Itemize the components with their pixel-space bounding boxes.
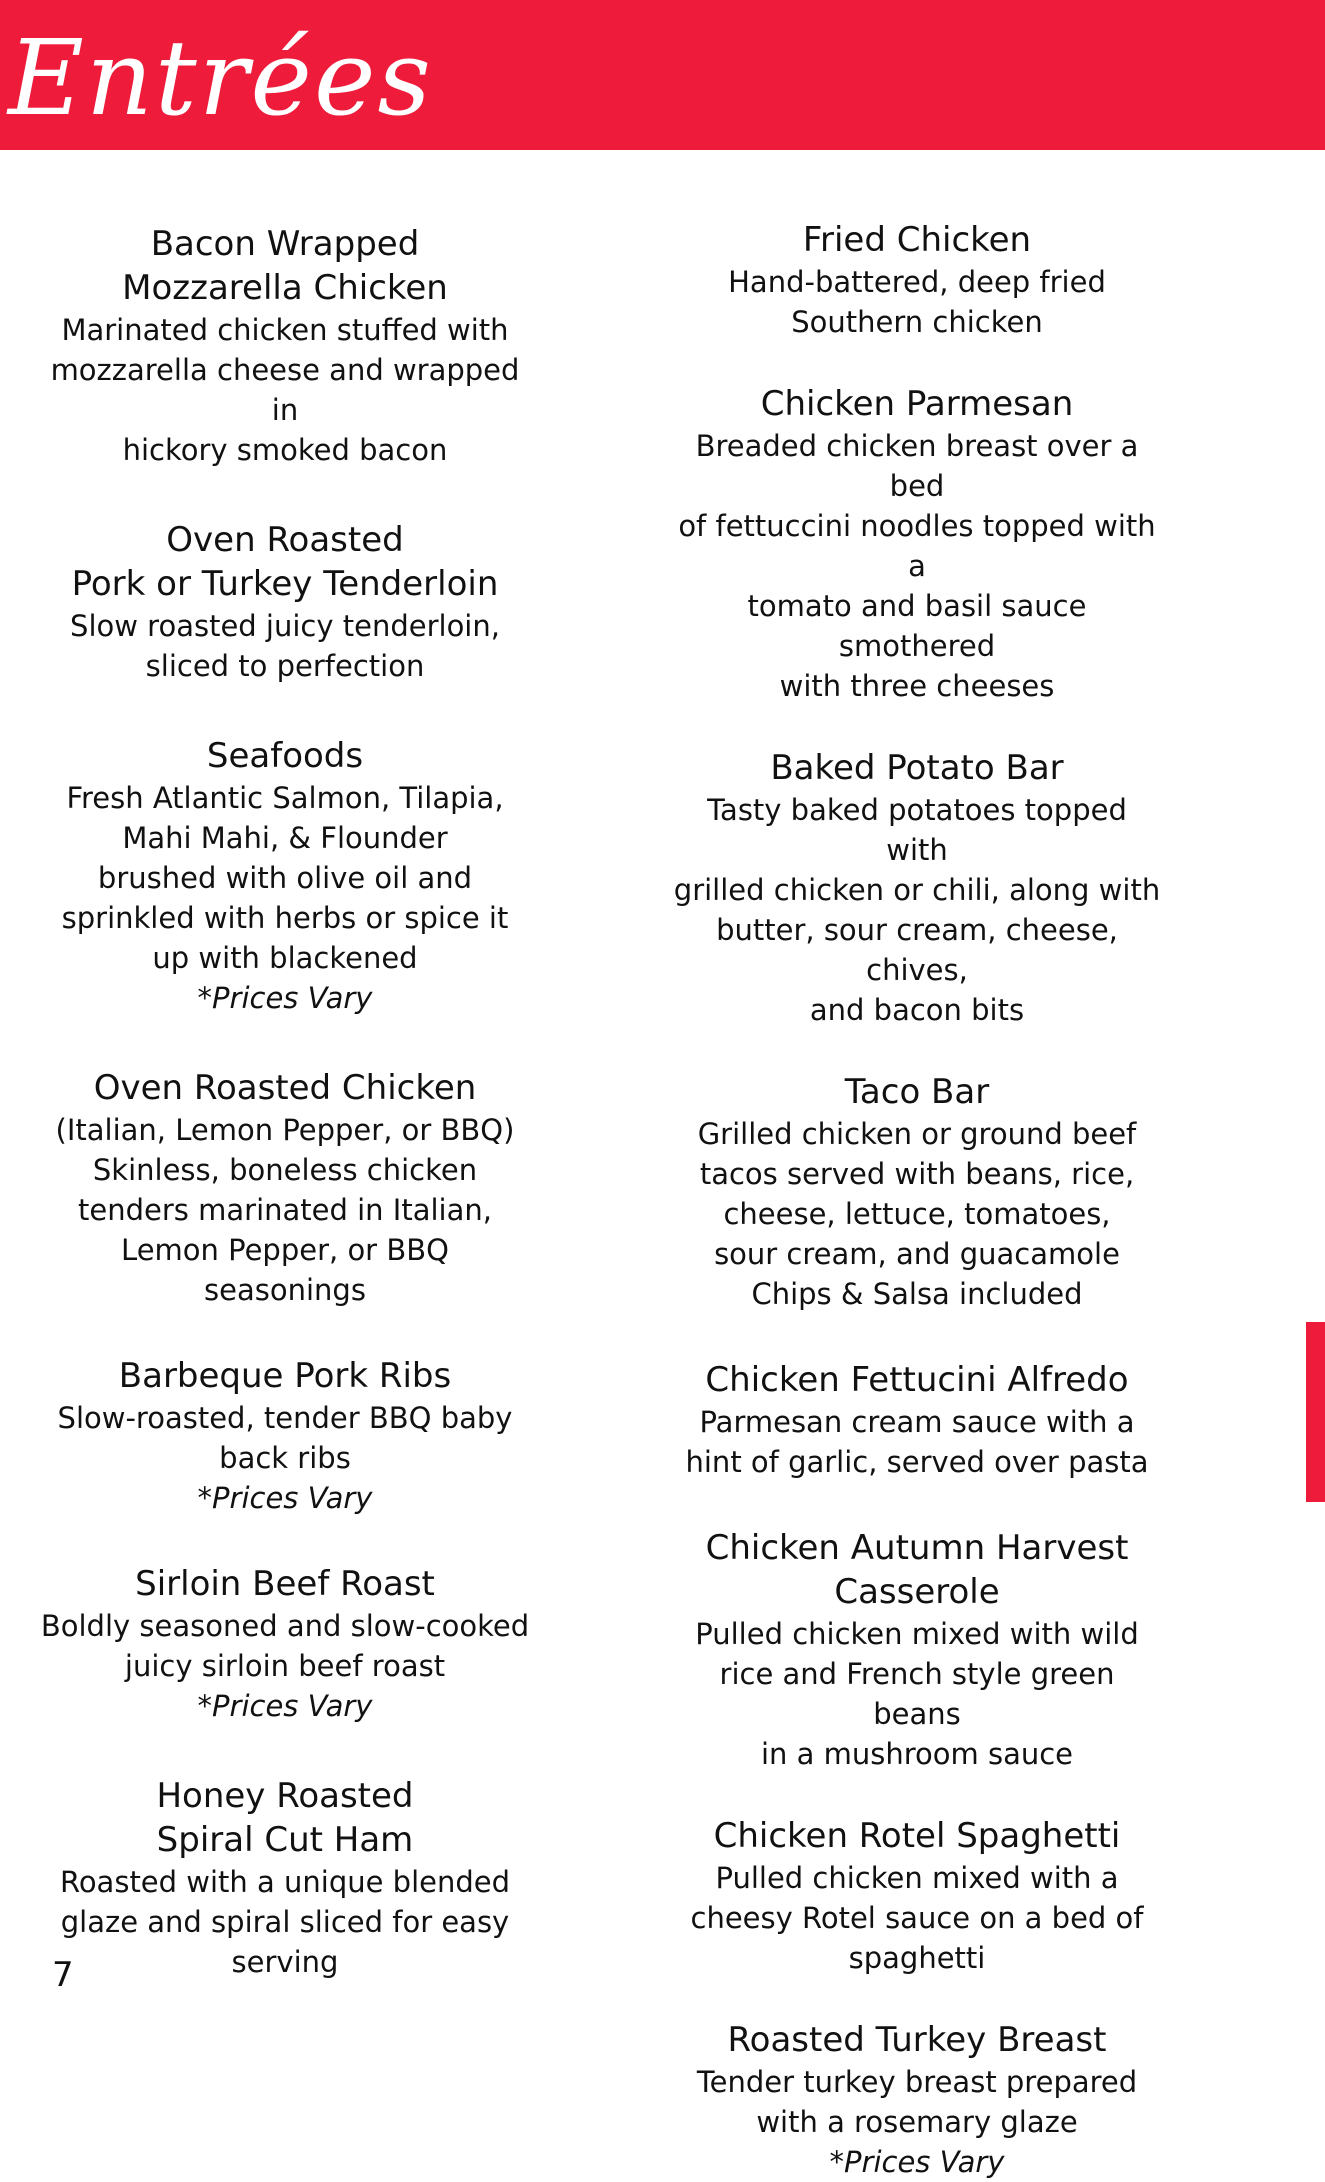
price-note: *Prices Vary — [197, 1481, 373, 1515]
menu-item-description: Tasty baked potatoes topped with grilled chicken or chili, along with butter, sour cream, cheese, chives, and bacon bits — [673, 793, 1161, 1027]
left-menu-column — [40, 222, 530, 1982]
right-menu-column — [672, 218, 1162, 2182]
menu-item-name: Seafoods — [206, 736, 364, 776]
menu-item — [40, 734, 530, 1018]
menu-item — [672, 1070, 1162, 1314]
menu-item — [672, 1814, 1162, 1978]
menu-item-name: Chicken Fettucini Alfredo — [705, 1360, 1129, 1400]
menu-item — [40, 222, 530, 470]
menu-item-name: Sirloin Beef Roast — [135, 1564, 435, 1604]
menu-item — [672, 2018, 1162, 2182]
menu-item-name: Oven Roasted Chicken — [93, 1068, 477, 1108]
menu-item-description: Slow-roasted, tender BBQ baby back ribs — [57, 1401, 513, 1475]
price-note: *Prices Vary — [197, 1689, 373, 1723]
price-note: *Prices Vary — [197, 981, 373, 1015]
page-title: Entrées — [8, 17, 433, 139]
menu-item-name: Oven Roasted Pork or Turkey Tenderloin — [71, 520, 499, 604]
menu-item-name: Bacon Wrapped Mozzarella Chicken — [122, 224, 448, 308]
menu-item-name: Taco Bar — [844, 1072, 990, 1112]
menu-item-description: Slow roasted juicy tenderloin, sliced to perfection — [70, 609, 500, 683]
menu-item-description: Boldly seasoned and slow-cooked juicy sirloin beef roast — [40, 1609, 530, 1683]
side-tab-marker — [1306, 1322, 1325, 1502]
menu-item — [672, 382, 1162, 706]
menu-item-name: Honey Roasted Spiral Cut Ham — [156, 1776, 414, 1860]
menu-item — [40, 1774, 530, 1982]
menu-item — [672, 1526, 1162, 1774]
header-band — [0, 0, 1325, 150]
menu-item-description: Marinated chicken stuffed with mozzarella cheese and wrapped in hickory smoked bacon — [50, 313, 520, 467]
menu-item — [672, 746, 1162, 1030]
menu-item — [40, 1354, 530, 1518]
menu-item-name: Roasted Turkey Breast — [727, 2020, 1107, 2060]
menu-item-name: Baked Potato Bar — [770, 748, 1064, 788]
menu-item-name: Chicken Rotel Spaghetti — [713, 1816, 1121, 1856]
menu-item — [40, 1562, 530, 1726]
menu-item — [672, 1358, 1162, 1482]
menu-item-description: Tender turkey breast prepared with a rosemary glaze — [696, 2065, 1138, 2139]
menu-item-name: Barbeque Pork Ribs — [118, 1356, 452, 1396]
price-note: *Prices Vary — [829, 2145, 1005, 2179]
menu-item-description: Pulled chicken mixed with a cheesy Rotel sauce on a bed of spaghetti — [690, 1861, 1144, 1975]
menu-item — [40, 518, 530, 686]
menu-item-description: (Italian, Lemon Pepper, or BBQ) Skinless, boneless chicken tenders marinated in Italian, Lemon Pepper, or BBQ seasonings — [55, 1113, 515, 1307]
menu-item-description: Roasted with a unique blended glaze and spiral sliced for easy serving — [59, 1865, 511, 1979]
menu-item-description: Breaded chicken breast over a bed of fettuccini noodles topped with a tomato and basil sauce smothered with three cheeses — [678, 429, 1156, 703]
menu-item-description: Grilled chicken or ground beef tacos served with beans, rice, cheese, lettuce, tomatoes, sour cream, and guacamole Chips & Salsa included — [697, 1117, 1137, 1311]
menu-item-name: Chicken Autumn Harvest Casserole — [705, 1528, 1129, 1612]
menu-item-name: Chicken Parmesan — [760, 384, 1074, 424]
menu-item-description: Pulled chicken mixed with wild rice and French style green beans in a mushroom sauce — [695, 1617, 1139, 1771]
menu-item-description: Hand-battered, deep fried Southern chicken — [728, 265, 1106, 339]
menu-item — [40, 1066, 530, 1310]
menu-item — [672, 218, 1162, 342]
page-number: 7 — [52, 1955, 74, 1995]
menu-item-name: Fried Chicken — [802, 220, 1032, 260]
menu-item-description: Fresh Atlantic Salmon, Tilapia, Mahi Mahi, & Flounder brushed with olive oil and sprinkled with herbs or spice it up with blackened — [61, 781, 509, 975]
menu-item-description: Parmesan cream sauce with a hint of garlic, served over pasta — [685, 1405, 1149, 1479]
